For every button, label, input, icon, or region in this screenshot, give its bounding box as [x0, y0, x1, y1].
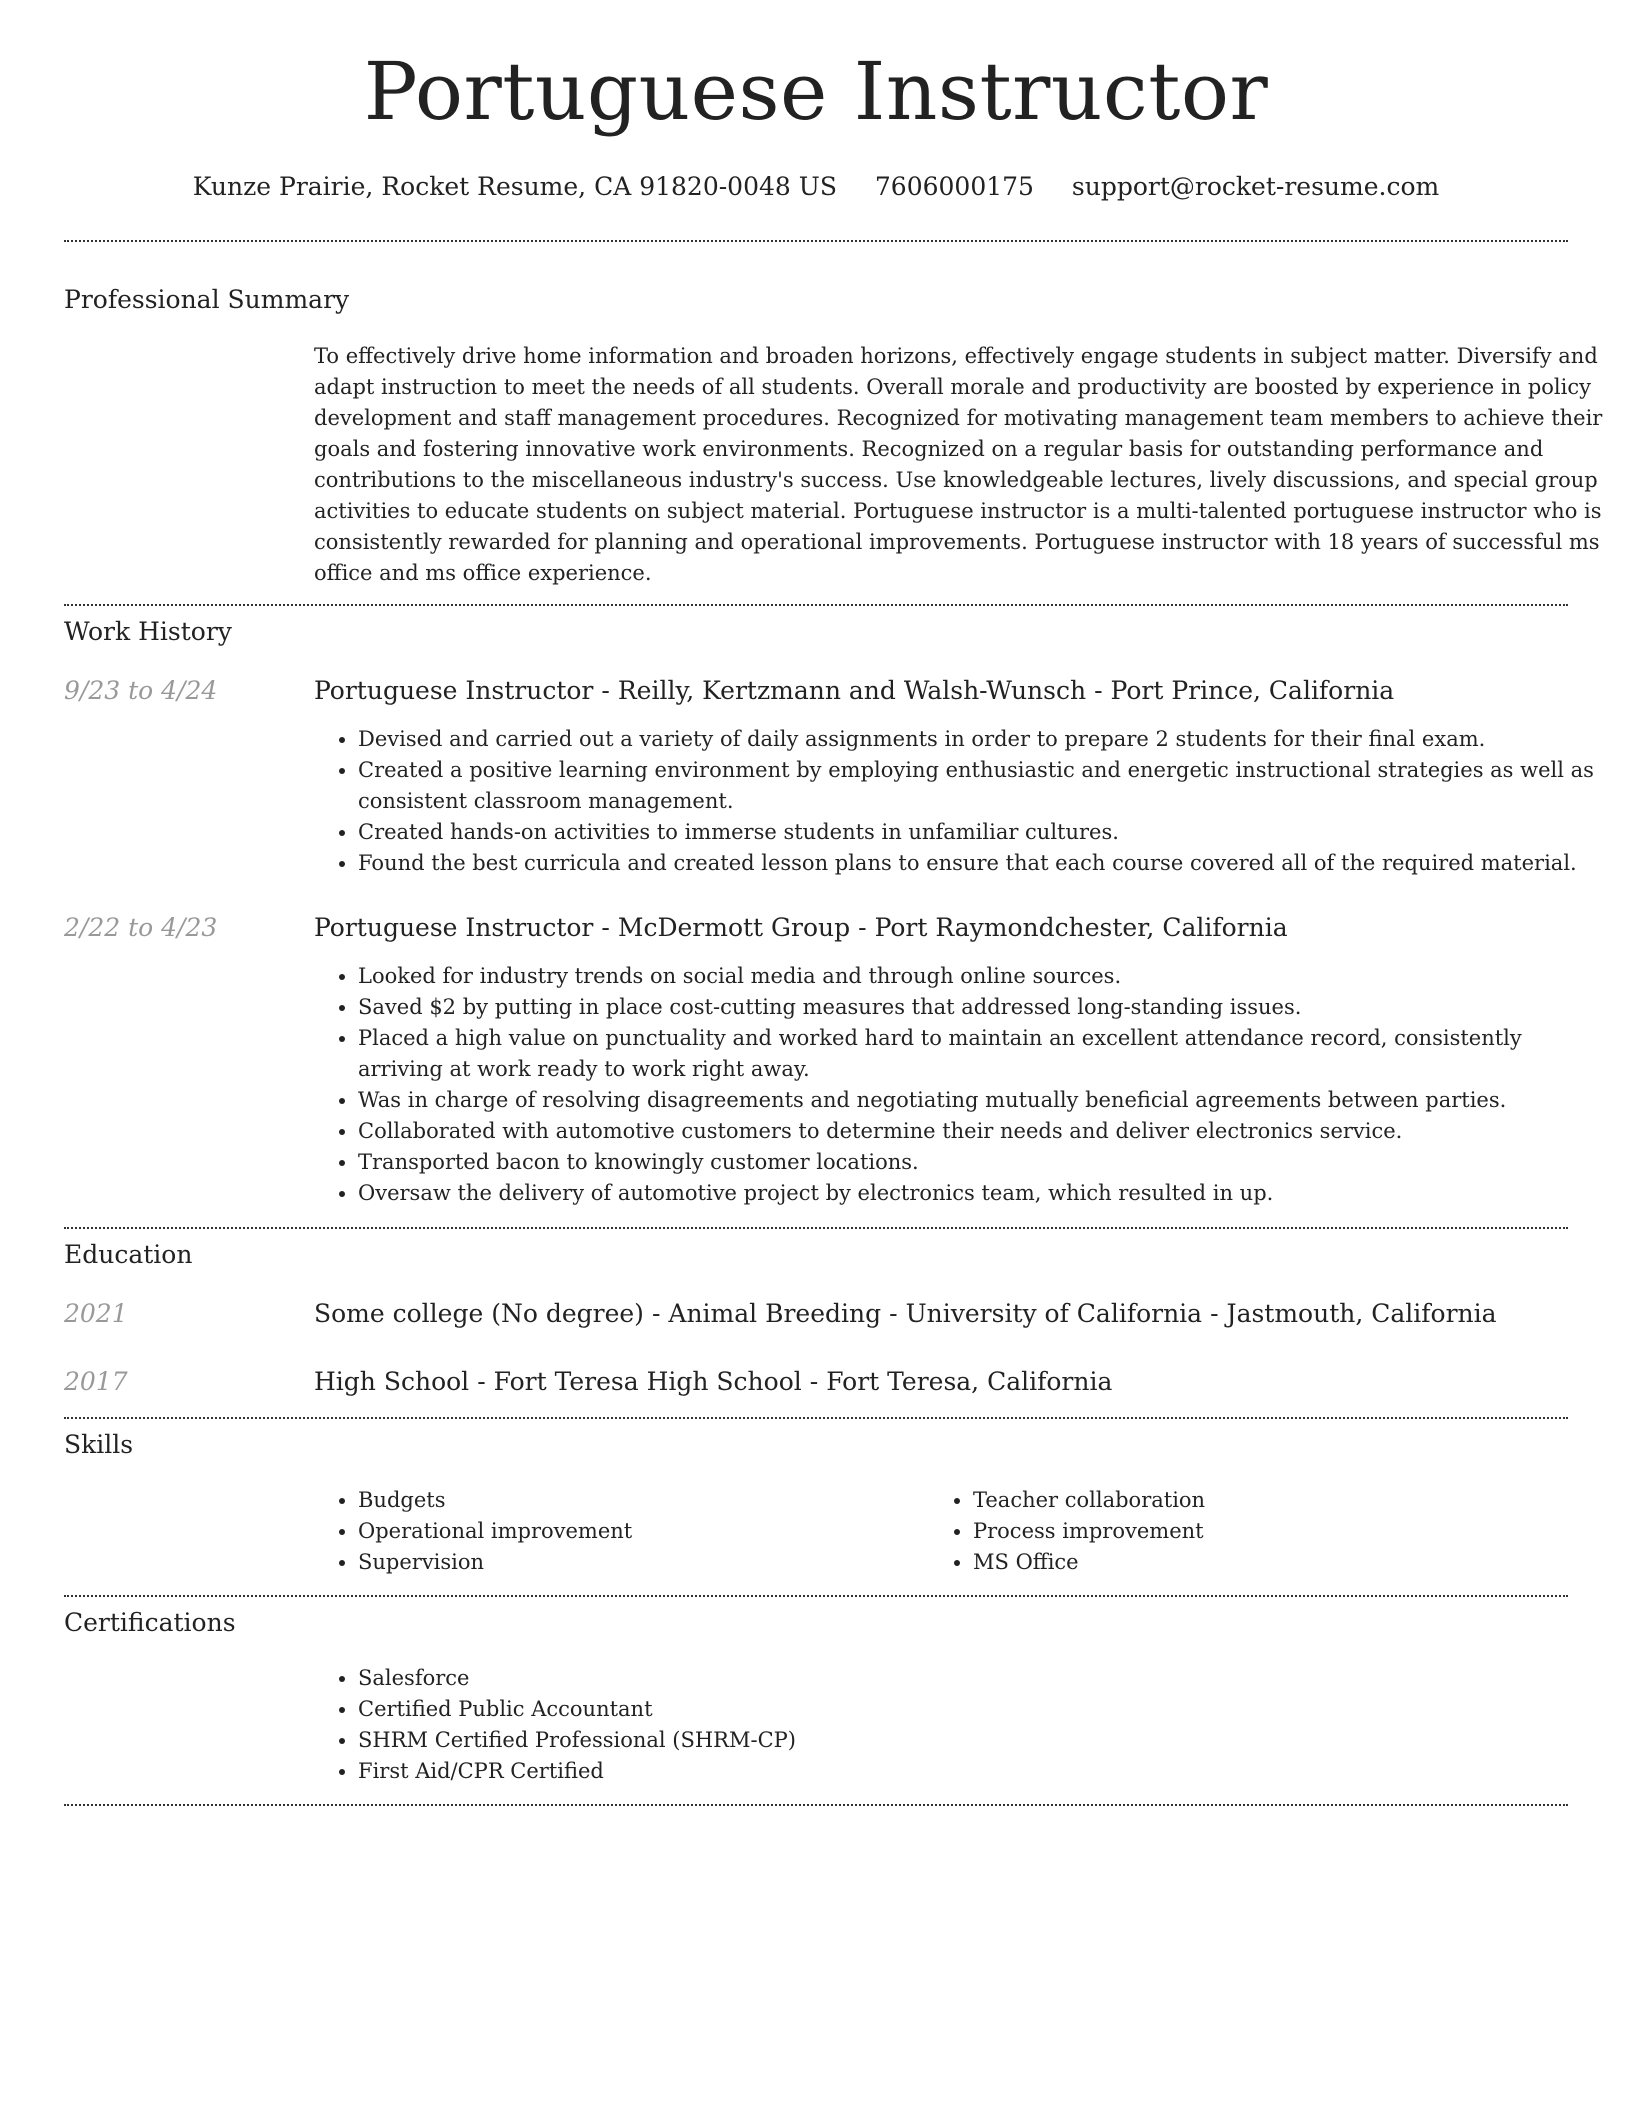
education-field: Animal Breeding [668, 1299, 882, 1328]
certification-item: • Salesforce [358, 1663, 1612, 1694]
education-year: 2021 [64, 1299, 128, 1328]
job-bullet: • Placed a high value on punctuality and worked hard to maintain an excellent attendance record, consistently arriving at work ready to work right away. [358, 1023, 1612, 1085]
education-heading: Education [64, 1240, 193, 1269]
job-location: Port Raymondchester, California [874, 913, 1288, 942]
skill-item: • Supervision [358, 1547, 928, 1578]
job-position: Portuguese Instructor [314, 913, 594, 942]
contact-phone: 7606000175 [874, 172, 1034, 201]
job-bullet: • Saved $2 by putting in place cost-cutting measures that addressed long-standing issues. [358, 992, 1612, 1023]
section-divider [64, 604, 1568, 606]
job-dates: 9/23 to 4/24 [64, 676, 218, 705]
skill-item: • Budgets [358, 1485, 928, 1516]
education-year: 2017 [64, 1367, 128, 1396]
skill-item: • Teacher collaboration [973, 1485, 1563, 1516]
job-company: McDermott Group [617, 913, 851, 942]
job-bullet: • Looked for industry trends on social media and through online sources. [358, 961, 1612, 992]
section-divider [64, 240, 1568, 242]
job-bullet: • Was in charge of resolving disagreements and negotiating mutually beneficial agreements between parties. [358, 1085, 1612, 1116]
skill-item: • MS Office [973, 1547, 1563, 1578]
job-bullet: • Collaborated with automotive customers to determine their needs and deliver electronics service. [358, 1116, 1612, 1147]
certification-item: • First Aid/CPR Certified [358, 1756, 1612, 1787]
education-location: Fort Teresa, California [826, 1367, 1113, 1396]
section-divider [64, 1227, 1568, 1229]
job-bullet: • Devised and carried out a variety of daily assignments in order to prepare 2 students for their final exam. [358, 724, 1612, 755]
certification-item: • SHRM Certified Professional (SHRM-CP) [358, 1725, 1612, 1756]
resume-title: Portuguese Instructor [363, 45, 1269, 138]
job-heading: Portuguese Instructor - McDermott Group - Port Raymondchester, California [314, 913, 1288, 942]
job-heading: Portuguese Instructor - Reilly, Kertzmann and Walsh-Wunsch - Port Prince, California [314, 676, 1395, 705]
job-company: Reilly, Kertzmann and Walsh-Wunsch [617, 676, 1087, 705]
contact-email: support@rocket-resume.com [1071, 172, 1440, 201]
skills-list-right [929, 1485, 1563, 1578]
education-degree: High School [314, 1367, 470, 1396]
section-divider [64, 1804, 1568, 1806]
education-degree: Some college (No degree) [314, 1299, 644, 1328]
certifications-heading: Certifications [64, 1608, 236, 1637]
contact-line [64, 172, 1568, 202]
work-history-heading: Work History [64, 617, 232, 646]
skills-list-left [314, 1485, 928, 1578]
certifications-list [314, 1663, 1612, 1787]
job-bullet: • Created hands-on activities to immerse students in unfamiliar cultures. [358, 817, 1612, 848]
section-divider [64, 1417, 1568, 1419]
skill-item: • Operational improvement [358, 1516, 928, 1547]
job-bullet: • Found the best curricula and created lesson plans to ensure that each course covered all of the required material. [358, 848, 1612, 879]
job-bullets [314, 724, 1612, 879]
section-divider [64, 1595, 1568, 1597]
job-dates: 2/22 to 4/23 [64, 913, 218, 942]
job-position: Portuguese Instructor [314, 676, 594, 705]
education-school: University of California [905, 1299, 1203, 1328]
certification-item: • Certified Public Accountant [358, 1694, 1612, 1725]
education-location: Jastmouth, California [1226, 1299, 1497, 1328]
summary-text: To effectively drive home information and broaden horizons, effectively engage students in subject matter. Diversify and adapt instruction to meet the needs of all students. Overall morale and productivity are boosted by experience in policy development and staff management procedures. Recognized for motivating management team members to achieve their goals and fostering innovative work environments. Recognized on a regular basis for outstanding performance and contributions to the miscellaneous industry's success. Use knowledgeable lectures, lively discussions, and special group activities to educate students on subject material. Portuguese instructor is a multi-talented portuguese instructor who is consistently rewarded for planning and operational improvements. Portuguese instructor with 18 years of successful ms office and ms office experience. [314, 344, 1603, 585]
education-entry: Some college (No degree) - Animal Breeding - University of California - Jastmouth, California [314, 1299, 1497, 1328]
education-entry: High School - Fort Teresa High School - Fort Teresa, California [314, 1367, 1113, 1396]
contact-address: Kunze Prairie, Rocket Resume, CA 91820-0048 US [192, 172, 837, 201]
job-bullet: • Created a positive learning environment by employing enthusiastic and energetic instructional strategies as well as consistent classroom management. [358, 755, 1612, 817]
skill-item: • Process improvement [973, 1516, 1563, 1547]
job-bullet: • Oversaw the delivery of automotive project by electronics team, which resulted in up. [358, 1178, 1612, 1209]
education-school: Fort Teresa High School [493, 1367, 802, 1396]
skills-heading: Skills [64, 1430, 134, 1459]
summary-heading: Professional Summary [64, 285, 350, 314]
job-bullet: • Transported bacon to knowingly customer locations. [358, 1147, 1612, 1178]
job-location: Port Prince, California [1110, 676, 1395, 705]
job-bullets [314, 961, 1612, 1209]
